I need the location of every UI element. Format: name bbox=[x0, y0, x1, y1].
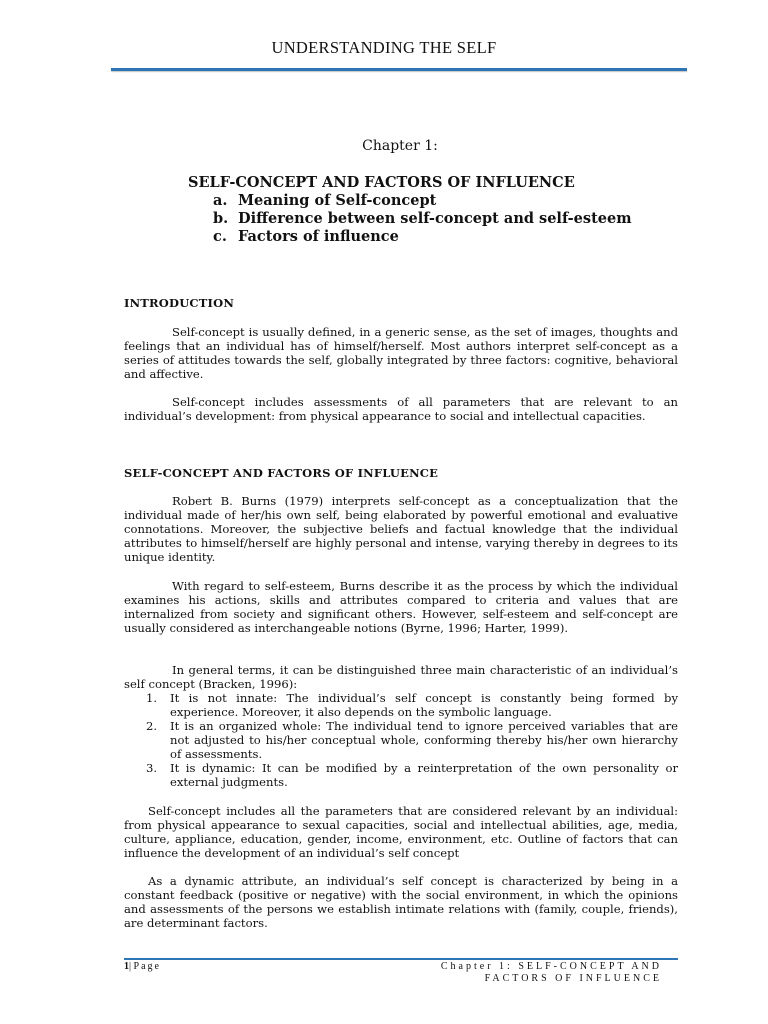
list-text: It is an organized whole: The individual tend to ignore perceived variables that are not adjusted to his/her conceptual whole, conforming thereby his/her own hierarchy of assessments. bbox=[170, 719, 678, 761]
outline-marker: a. bbox=[213, 192, 228, 209]
body-paragraph: As a dynamic attribute, an individual’s self concept is characterized by being in a constant feedback (positive or negative) with the social environment, in which the opinions and assessments of the persons we establish intimate relations with (family, couple, friends), are determinant factors. bbox=[124, 874, 678, 930]
page-number-footer bbox=[124, 961, 161, 972]
body-paragraph: Robert B. Burns (1979) interprets self-concept as a conceptualization that the individual made of her/his own self, being elaborated by powerful emotional and evaluative connotations. Moreover, the subjective beliefs and factual knowledge that the individual attributes to himself/herself are highly personal and intense, varying thereby in degrees to its unique identity. bbox=[124, 494, 678, 564]
body-paragraph: Self-concept includes all the parameters that are considered relevant by an individual: from physical appearance to sexual capacities, social and intellectual abilities, age, media, culture, appliance, education, gender, income, environment, etc. Outline of factors that can influence the development of an individual’s self concept bbox=[124, 804, 678, 860]
page-number: 1 bbox=[124, 961, 129, 972]
chapter-title: SELF-CONCEPT AND FACTORS OF INFLUENCE bbox=[188, 174, 575, 191]
page-label: Page bbox=[133, 961, 161, 972]
body-paragraph: With regard to self-esteem, Burns describe it as the process by which the individual examines his actions, skills and attributes compared to criteria and values that are internalized from society and significant others. However, self-esteem and self-concept are usually considered as interchangeable notions (Byrne, 1996; Harter, 1999). bbox=[124, 579, 678, 635]
page-separator: | bbox=[129, 961, 132, 972]
introduction-heading: INTRODUCTION bbox=[124, 296, 235, 310]
outline-item bbox=[213, 228, 678, 246]
chapter-heading: Chapter 1: bbox=[362, 138, 438, 154]
outline-marker: b. bbox=[213, 210, 229, 227]
list-number: 3. bbox=[146, 761, 158, 775]
list-item bbox=[146, 691, 678, 719]
characteristics-list bbox=[146, 691, 678, 789]
list-item bbox=[146, 719, 678, 761]
running-header-title: UNDERSTANDING THE SELF bbox=[271, 38, 497, 57]
list-item bbox=[146, 761, 678, 789]
introduction-paragraph: Self-concept includes assessments of all parameters that are relevant to an individual’s development: from physical appearance to social and intellectual capacities. bbox=[124, 395, 678, 423]
list-number: 1. bbox=[146, 691, 158, 705]
footer-chapter-line: FACTORS OF INFLUENCE bbox=[484, 973, 662, 984]
list-text: It is not innate: The individual’s self concept is constantly being formed by experience. Moreover, it also depends on the symbolic language. bbox=[170, 691, 678, 719]
outline-marker: c. bbox=[213, 228, 227, 245]
outline-item bbox=[213, 192, 678, 210]
footer-chapter-line: Chapter 1: SELF-CONCEPT AND bbox=[440, 961, 662, 972]
list-number: 2. bbox=[146, 719, 158, 733]
footer-rule bbox=[124, 958, 678, 960]
introduction-paragraph: Self-concept is usually defined, in a generic sense, as the set of images, thoughts and feelings that an individual has of himself/herself. Most authors interpret self-concept as a series of attitudes towards the self, globally integrated by three factors: cognitive, behavioral and affective. bbox=[124, 325, 678, 381]
outline-text: Meaning of Self-concept bbox=[238, 192, 437, 209]
body-paragraph: In general terms, it can be distinguished three main characteristic of an individual’s self concept (Bracken, 1996): bbox=[124, 663, 678, 691]
header-rule bbox=[111, 68, 687, 71]
list-text: It is dynamic: It can be modified by a reinterpretation of the own personality or external judgments. bbox=[170, 761, 678, 789]
outline-text: Difference between self-concept and self-esteem bbox=[238, 210, 632, 227]
outline-item bbox=[213, 210, 678, 228]
outline-text: Factors of influence bbox=[238, 228, 399, 245]
chapter-outline bbox=[213, 192, 678, 246]
section-heading: SELF-CONCEPT AND FACTORS OF INFLUENCE bbox=[124, 466, 439, 480]
footer-chapter-title bbox=[380, 961, 662, 985]
